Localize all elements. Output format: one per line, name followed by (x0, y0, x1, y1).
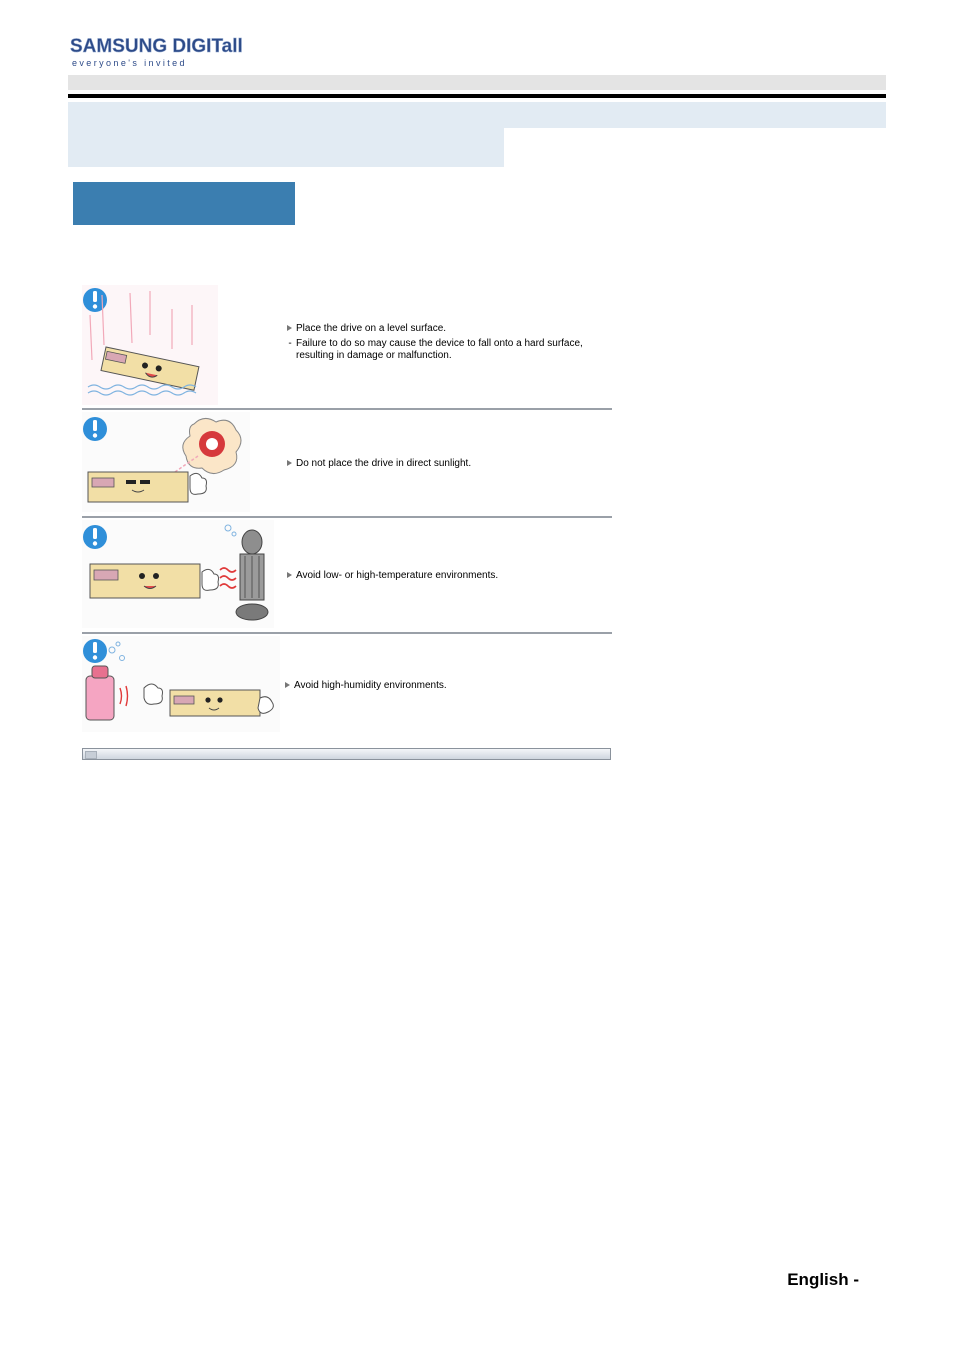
logo-tagline: everyone's invited (72, 58, 187, 68)
bullet-arrow-icon (287, 460, 292, 466)
warning-detail: Failure to do so may cause the device to fall onto a hard surface, resulting in damage or malfunction. (296, 338, 583, 361)
warning-text (286, 458, 616, 473)
alert-icon (83, 639, 107, 663)
bullet-arrow-icon (287, 572, 292, 578)
warning-row (82, 283, 612, 410)
alert-icon (83, 525, 107, 549)
horizontal-scrollbar[interactable] (82, 748, 611, 760)
warning-bullet: Do not place the drive in direct sunlight. (296, 458, 472, 469)
warning-bullet: Avoid high-humidity environments. (294, 680, 447, 691)
warning-row (82, 410, 612, 518)
alert-icon (83, 417, 107, 441)
drive-sunlight-illustration (82, 412, 250, 517)
warning-bullet: Place the drive on a level surface. (296, 323, 447, 334)
header-gray-band (68, 75, 886, 90)
section-header-tab-corner (504, 128, 520, 144)
samsung-logo (68, 26, 243, 70)
section-title-box (73, 182, 295, 225)
logo-text: SAMSUNG DIGITall (70, 36, 243, 57)
warning-row (82, 518, 612, 634)
section-header-right (504, 102, 886, 128)
header-divider (68, 94, 886, 98)
section-header (68, 102, 886, 167)
alert-icon (83, 288, 107, 312)
warning-text (286, 570, 616, 585)
bullet-arrow-icon (285, 682, 290, 688)
scrollbar-thumb[interactable] (85, 751, 97, 759)
dash-icon: - (288, 338, 292, 349)
warning-text (284, 680, 614, 695)
drive-falling-illustration (82, 285, 218, 410)
warning-bullet: Avoid low- or high-temperature environments. (296, 570, 499, 581)
warnings-table (82, 283, 612, 748)
drive-heater-illustration (82, 520, 274, 633)
section-header-left (68, 102, 504, 167)
warning-text (286, 323, 616, 362)
warning-row (82, 634, 612, 748)
drive-humidifier-illustration (82, 636, 280, 737)
bullet-arrow-icon (287, 325, 292, 331)
footer-language: English - (787, 1270, 859, 1289)
